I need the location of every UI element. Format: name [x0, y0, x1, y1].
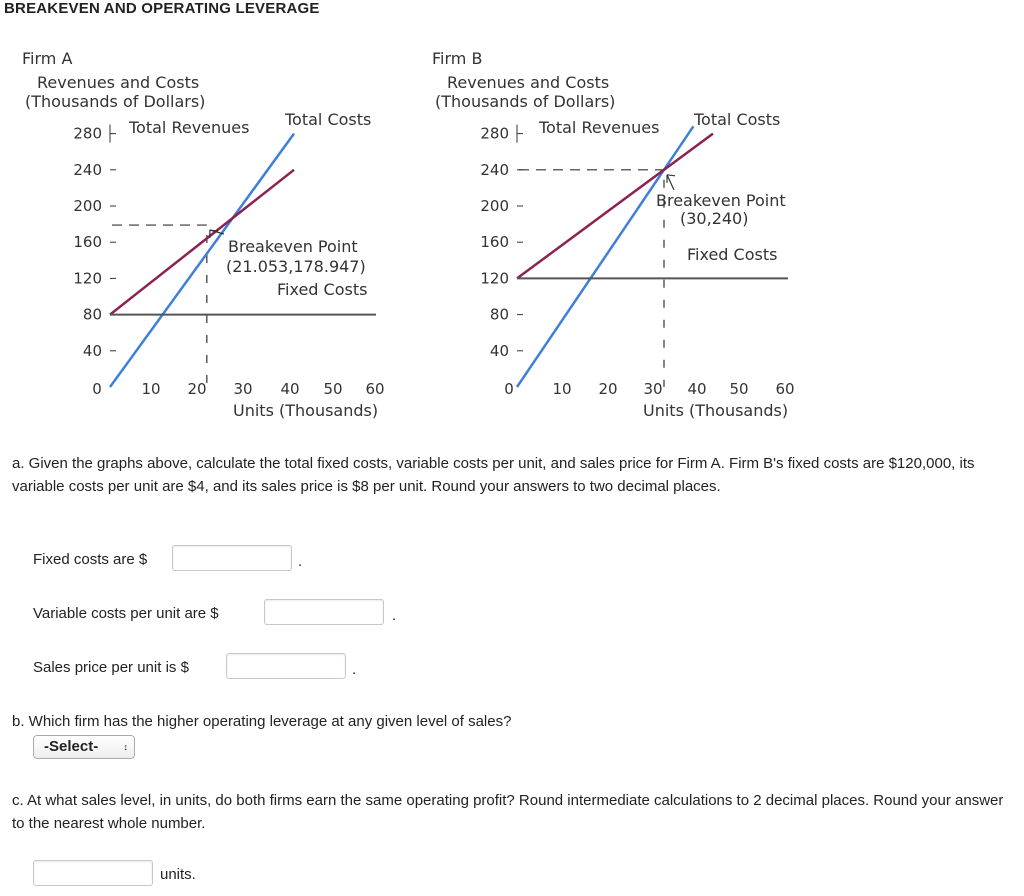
question-b-text: b. Which firm has the higher operating leverage at any given level of sales? — [12, 713, 512, 730]
x-tick-label: 0 — [92, 380, 102, 398]
fixed-costs-label: Fixed costs are $ — [33, 551, 148, 568]
x-tick-label: 10 — [141, 380, 161, 398]
breakeven-value: (30,240) — [680, 209, 749, 228]
y-tick-label: 160 — [480, 233, 509, 252]
total-revenues-label: Total Revenues — [539, 118, 660, 137]
units-input[interactable] — [33, 860, 153, 886]
y-tick-label: 80 — [489, 305, 509, 324]
variable-costs-label: Variable costs per unit are $ — [33, 605, 219, 622]
y-tick-label: 200 — [73, 197, 102, 215]
y-tick-label: 120 — [480, 269, 509, 288]
y-tick-label: 160 — [73, 233, 102, 252]
breakeven-value: (21.053,178.947) — [226, 257, 366, 276]
select-arrows-icon: ↕ — [123, 742, 128, 752]
y-tick-label: 240 — [73, 160, 102, 179]
question-c-text: c. At what sales level, in units, do both firms earn the same operating profit? Round intermediate calculations to 2 decimal places. Round your answer to the nearest whole number. — [12, 792, 1004, 832]
fixed-costs-period: . — [298, 553, 303, 570]
x-axis-label: Units (Thousands) — [643, 401, 789, 420]
fixed-costs-label: Fixed Costs — [277, 280, 368, 299]
fixed-costs-label: Fixed Costs — [687, 245, 778, 264]
y-tick-label: 40 — [82, 341, 102, 360]
x-tick-label: 20 — [187, 380, 207, 398]
breakeven-label: Breakeven Point — [228, 237, 358, 256]
y-tick-label: 120 — [73, 269, 102, 288]
chart-title: Firm A — [22, 49, 73, 68]
question-a-text: a. Given the graphs above, calculate the total fixed costs, variable costs per unit, and sales price for Firm A. Firm B's fixed costs are $120,000, its variable costs per unit are $4, and its sales price is $8 per unit. Round your answers to two decimal places. — [12, 455, 975, 495]
breakeven-arrow-icon — [667, 175, 675, 190]
sales-price-input[interactable] — [226, 653, 346, 679]
x-tick-label: 30 — [233, 380, 253, 398]
total-costs-label: Total Costs — [694, 110, 781, 129]
total-revenues-line — [517, 126, 693, 387]
y-tick-label: 40 — [489, 341, 509, 360]
x-tick-label: 50 — [323, 380, 343, 398]
y-axis-label-line2: (Thousands of Dollars) — [25, 92, 206, 111]
fixed-costs-input[interactable] — [172, 545, 292, 571]
total-costs-label: Total Costs — [285, 110, 372, 129]
operating-leverage-select[interactable] — [33, 735, 135, 759]
y-tick-label: 200 — [480, 197, 509, 215]
units-label: units. — [160, 866, 196, 883]
variable-costs-input[interactable] — [264, 599, 384, 625]
x-tick-label: 40 — [687, 380, 707, 398]
breakeven-label: Breakeven Point — [656, 191, 786, 210]
firm-b-chart — [410, 40, 810, 430]
x-tick-label: 0 — [504, 380, 514, 398]
x-tick-label: 60 — [775, 380, 795, 398]
sales-price-period: . — [352, 661, 357, 678]
y-tick-label: 80 — [82, 305, 102, 324]
y-tick-label: 280 — [73, 124, 102, 143]
x-tick-label: 10 — [552, 380, 572, 398]
sales-price-label: Sales price per unit is $ — [33, 659, 189, 676]
select-value: -Select- — [44, 738, 99, 755]
y-tick-label: 280 — [480, 124, 509, 143]
chart-title: Firm B — [432, 49, 483, 68]
x-tick-label: 40 — [280, 380, 300, 398]
firm-a-chart — [0, 40, 400, 430]
x-tick-label: 60 — [365, 380, 385, 398]
x-axis-label: Units (Thousands) — [233, 401, 379, 420]
y-axis-label-line2: (Thousands of Dollars) — [435, 92, 616, 111]
x-tick-label: 30 — [643, 380, 663, 398]
y-axis-label-line1: Revenues and Costs — [447, 73, 610, 92]
x-tick-label: 20 — [598, 380, 618, 398]
variable-costs-period: . — [392, 607, 397, 624]
page-title: BREAKEVEN AND OPERATING LEVERAGE — [4, 0, 320, 17]
total-revenues-label: Total Revenues — [129, 118, 250, 137]
y-axis-label-line1: Revenues and Costs — [37, 73, 200, 92]
x-tick-label: 50 — [729, 380, 749, 398]
y-tick-label: 240 — [480, 160, 509, 179]
